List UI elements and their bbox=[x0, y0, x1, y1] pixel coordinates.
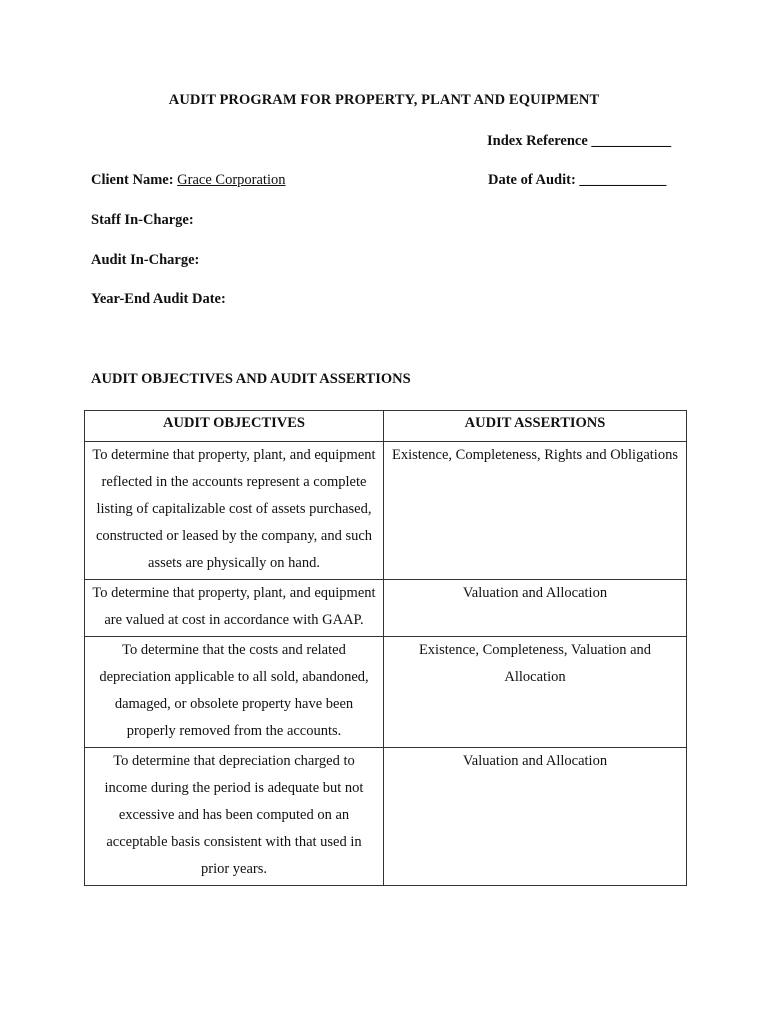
objective-cell: To determine that depreciation charged to income during the period is adequate but not excessive and has been computed on an acceptable basis consistent with that used in prior years. bbox=[85, 748, 384, 886]
section-heading: AUDIT OBJECTIVES AND AUDIT ASSERTIONS bbox=[91, 371, 411, 387]
table-row bbox=[85, 637, 687, 748]
objective-cell: To determine that property, plant, and equipment are valued at cost in accordance with GAAP. bbox=[85, 580, 384, 637]
staff-in-charge-label: Staff In-Charge: bbox=[91, 212, 194, 228]
objective-cell: To determine that property, plant, and equipment reflected in the accounts represent a complete listing of capitalizable cost of assets purchased, constructed or leased by the company, and such assets are physically on hand. bbox=[85, 442, 384, 580]
table-row bbox=[85, 748, 687, 886]
objectives-assertions-table bbox=[84, 410, 687, 886]
header-audit-assertions: AUDIT ASSERTIONS bbox=[384, 411, 687, 442]
client-name-value: Grace Corporation bbox=[177, 172, 286, 188]
year-end-audit-date-label: Year-End Audit Date: bbox=[91, 291, 226, 307]
table-row bbox=[85, 580, 687, 637]
table-header-row bbox=[85, 411, 687, 442]
assertion-cell: Valuation and Allocation bbox=[384, 748, 687, 886]
index-reference-field: Index Reference ___________ bbox=[487, 133, 672, 149]
date-of-audit-field: Date of Audit: ____________ bbox=[488, 172, 667, 188]
document-title: AUDIT PROGRAM FOR PROPERTY, PLANT AND EQUIPMENT bbox=[168, 92, 600, 108]
assertion-cell: Existence, Completeness, Rights and Obligations bbox=[384, 442, 687, 580]
assertion-cell: Existence, Completeness, Valuation and Allocation bbox=[384, 637, 687, 748]
audit-in-charge-label: Audit In-Charge: bbox=[91, 252, 200, 268]
table-row bbox=[85, 442, 687, 580]
client-name-label: Client Name: bbox=[91, 172, 174, 188]
assertion-cell: Valuation and Allocation bbox=[384, 580, 687, 637]
header-audit-objectives: AUDIT OBJECTIVES bbox=[85, 411, 384, 442]
client-name-field bbox=[91, 172, 285, 189]
objective-cell: To determine that the costs and related depreciation applicable to all sold, abandoned, damaged, or obsolete property have been properly removed from the accounts. bbox=[85, 637, 384, 748]
